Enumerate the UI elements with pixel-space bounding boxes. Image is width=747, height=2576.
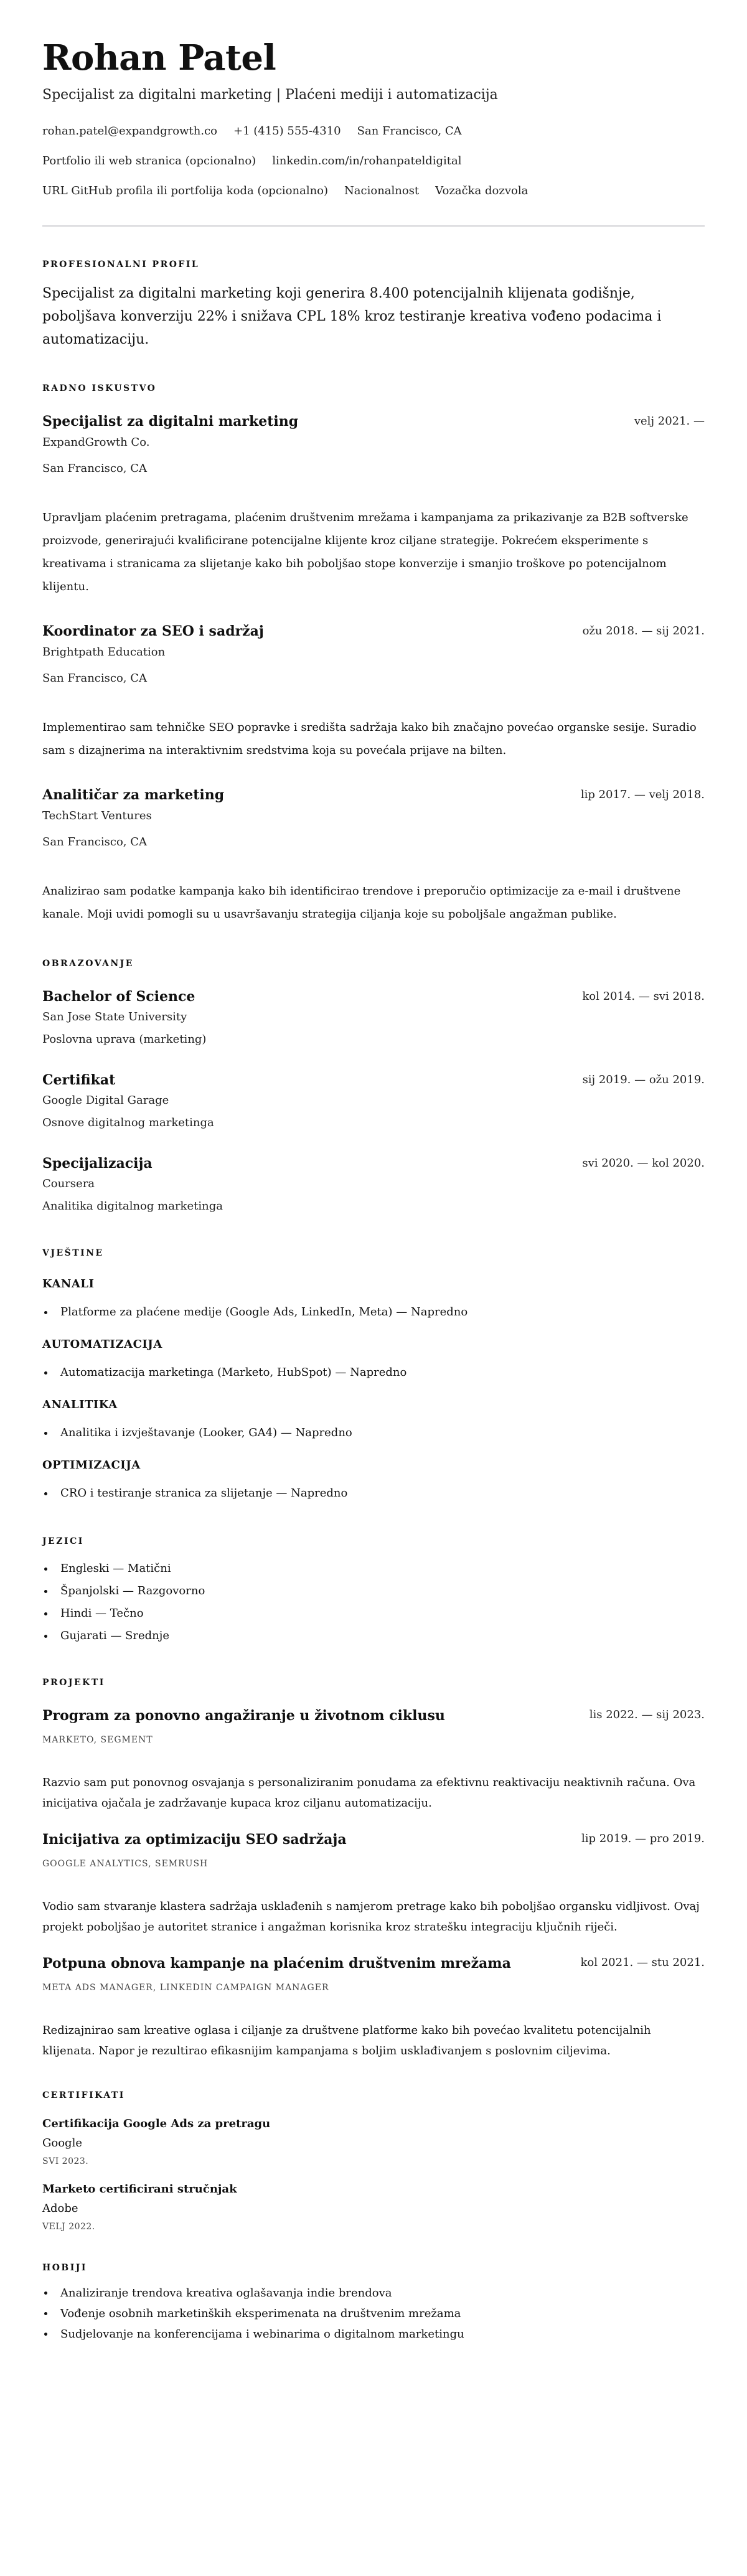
- certification-issuer: Adobe: [42, 2202, 78, 2215]
- job-title: Specijalist za digitalni marketing: [42, 413, 299, 430]
- location: San Francisco, CA: [357, 125, 462, 138]
- job-title: Koordinator za SEO i sadržaj: [42, 623, 264, 639]
- certification-date: VELJ 2022.: [42, 2222, 95, 2232]
- job-entry: [42, 786, 705, 926]
- degree: Bachelor of Science: [42, 989, 195, 1005]
- degree: Specijalizacija: [42, 1155, 153, 1172]
- project-description: Razvio sam put ponovnog osvajanja s personaliziranim ponudama za efektivnu reaktivaciju neaktivnih računa. Ova inicijativa ojačala je zadržavanje kupaca kroz ciljanu automatizaciju.: [42, 1776, 696, 1810]
- certification-issuer: Google: [42, 2136, 82, 2150]
- job-dates: ožu 2018. — sij 2021.: [582, 624, 705, 637]
- profile-section: [42, 258, 705, 351]
- skills-section: [42, 1247, 705, 1505]
- hobby-item: Vođenje osobnih marketinških eksperimenata na društvenim mrežama: [42, 2303, 705, 2324]
- company: ExpandGrowth Co.: [42, 436, 150, 449]
- github-link[interactable]: URL GitHub profila ili portfolija koda (opcionalno): [42, 184, 329, 197]
- experience-section: [42, 382, 705, 926]
- drivers-license: Vozačka dozvola: [435, 184, 529, 197]
- certification-entry: [42, 2180, 705, 2235]
- job-location: San Francisco, CA: [42, 462, 148, 475]
- education-dates: sij 2019. — ožu 2019.: [582, 1073, 705, 1086]
- field-of-study: Analitika digitalnog marketinga: [42, 1200, 223, 1213]
- school: Google Digital Garage: [42, 1094, 169, 1107]
- skill-category: AUTOMATIZACIJA: [42, 1338, 162, 1351]
- section-heading: HOBIJI: [42, 2263, 87, 2273]
- school: Coursera: [42, 1177, 95, 1190]
- candidate-name: Rohan Patel: [42, 37, 276, 78]
- project-title: Inicijativa za optimizaciju SEO sadržaja: [42, 1831, 347, 1848]
- job-description: Upravljam plaćenim pretragama, plaćenim društvenim mrežama i kampanjama za prikazivanje za B2B softverske proizvode, generirajući kvalificirane potencijalne klijente kroz ciljane strategije. Pokrećem eksperimente s kreativama i stranicama za slijetanje kako bih poboljšao stope konverzije i smanjio troškove po potencijalnom klijentu.: [42, 511, 688, 593]
- project-entry: [42, 1953, 705, 2061]
- hobby-item: Analiziranje trendova kreativa oglašavanja indie brendova: [42, 2283, 705, 2303]
- email-link[interactable]: rohan.patel@expandgrowth.co: [42, 125, 217, 138]
- section-heading: PROFESIONALNI PROFIL: [42, 260, 200, 270]
- education-entry: [42, 1071, 705, 1134]
- hobbies-section: [42, 2262, 705, 2344]
- nationality: Nacionalnost: [344, 184, 420, 197]
- language-item: Španjolski — Razgovorno: [42, 1580, 705, 1602]
- project-tools: GOOGLE ANALYTICS, SEMRUSH: [42, 1859, 209, 1869]
- field-of-study: Poslovna uprava (marketing): [42, 1033, 207, 1046]
- skill-item: CRO i testiranje stranica za slijetanje — Napredno: [42, 1482, 705, 1505]
- portfolio-link[interactable]: Portfolio ili web stranica (opcionalno): [42, 154, 256, 167]
- job-entry: [42, 412, 705, 598]
- phone: +1 (415) 555-4310: [233, 125, 341, 138]
- section-heading: VJEŠTINE: [42, 1248, 104, 1258]
- skill-category: KANALI: [42, 1277, 95, 1290]
- certification-name: Marketo certificirani stručnjak: [42, 2183, 237, 2196]
- project-title: Program za ponovno angažiranje u životnom ciklusu: [42, 1708, 445, 1724]
- skill-item: Analitika i izvještavanje (Looker, GA4) — Napredno: [42, 1422, 705, 1444]
- language-item: Gujarati — Srednje: [42, 1625, 705, 1647]
- contact-info: [42, 116, 705, 206]
- field-of-study: Osnove digitalnog marketinga: [42, 1116, 214, 1129]
- education-section: [42, 957, 705, 1218]
- certifications-section: [42, 2089, 705, 2235]
- section-heading: CERTIFIKATI: [42, 2090, 125, 2100]
- language-item: Hindi — Tečno: [42, 1602, 705, 1625]
- project-description: Redizajnirao sam kreative oglasa i ciljanje za društvene platforme kako bih povećao kvalitetu potencijalnih klijenata. Napor je rezultirao efikasnijim kampanjama s boljim usklađivanjem s poslovnim ciljevima.: [42, 2024, 651, 2057]
- certification-entry: [42, 2115, 705, 2169]
- contact-row: [42, 176, 705, 206]
- project-tools: META ADS MANAGER, LINKEDIN CAMPAIGN MANAGER: [42, 1983, 329, 1993]
- company: Brightpath Education: [42, 646, 166, 659]
- project-dates: lip 2019. — pro 2019.: [581, 1832, 705, 1845]
- project-entry: [42, 1706, 705, 1813]
- profile-summary: Specijalist za digitalni marketing koji generira 8.400 potencijalnih klijenata godišnje, poboljšava konverziju 22% i snižava CPL 18% kroz testiranje kreativa vođeno podacima i automatizaciju.: [42, 286, 662, 347]
- certification-name: Certifikacija Google Ads za pretragu: [42, 2117, 271, 2130]
- skill-item: Automatizacija marketinga (Marketo, HubSpot) — Napredno: [42, 1361, 705, 1384]
- section-heading: OBRAZOVANJE: [42, 959, 134, 969]
- job-dates: velj 2021. —: [634, 415, 705, 428]
- hobby-item: Sudjelovanje na konferencijama i webinarima o digitalnom marketingu: [42, 2324, 705, 2344]
- education-dates: kol 2014. — svi 2018.: [582, 990, 705, 1003]
- skill-category: ANALITIKA: [42, 1398, 118, 1411]
- project-tools: MARKETO, SEGMENT: [42, 1735, 153, 1745]
- skill-category: OPTIMIZACIJA: [42, 1459, 141, 1472]
- contact-row: [42, 116, 705, 146]
- divider: [42, 225, 705, 227]
- job-description: Analizirao sam podatke kampanja kako bih identificirao trendove i preporučio optimizacije za e-mail i društvene kanale. Moji uvidi pomogli su u usavršavanju strategija ciljanja koje su poboljšale angažman publike.: [42, 885, 681, 921]
- education-entry: [42, 1154, 705, 1218]
- project-dates: kol 2021. — stu 2021.: [580, 1956, 705, 1969]
- languages-section: [42, 1535, 705, 1647]
- job-entry: [42, 622, 705, 762]
- project-dates: lis 2022. — sij 2023.: [589, 1708, 705, 1721]
- skill-item: Platforme za plaćene medije (Google Ads, LinkedIn, Meta) — Napredno: [42, 1301, 705, 1323]
- company: TechStart Ventures: [42, 809, 152, 822]
- section-heading: JEZICI: [42, 1536, 84, 1546]
- job-location: San Francisco, CA: [42, 672, 148, 685]
- contact-row: [42, 146, 705, 176]
- certification-date: SVI 2023.: [42, 2156, 89, 2166]
- project-entry: [42, 1830, 705, 1937]
- section-heading: PROJEKTI: [42, 1678, 105, 1688]
- headline: Specijalist za digitalni marketing | Plaćeni mediji i automatizacija: [42, 87, 498, 103]
- projects-section: [42, 1676, 705, 2061]
- school: San Jose State University: [42, 1010, 187, 1023]
- project-description: Vodio sam stvaranje klastera sadržaja usklađenih s namjerom pretrage kako bih poboljšao organsku vidljivost. Ovaj projekt poboljšao je autoritet stranice i angažman korisnika kroz stratešku integraciju ključnih riječi.: [42, 1900, 700, 1934]
- job-title: Analitičar za marketing: [42, 787, 225, 803]
- job-dates: lip 2017. — velj 2018.: [580, 788, 705, 801]
- education-dates: svi 2020. — kol 2020.: [582, 1157, 705, 1170]
- project-title: Potpuna obnova kampanje na plaćenim društvenim mrežama: [42, 1955, 511, 1972]
- job-location: San Francisco, CA: [42, 835, 148, 848]
- language-item: Engleski — Matični: [42, 1558, 705, 1580]
- job-description: Implementirao sam tehničke SEO popravke i središta sadržaja kako bih značajno povećao organske sesije. Suradio sam s dizajnerima na interaktivnim sredstvima koja su povećala prijave na bilten.: [42, 721, 697, 757]
- linkedin-link[interactable]: linkedin.com/in/rohanpateldigital: [272, 154, 462, 167]
- degree: Certifikat: [42, 1072, 116, 1088]
- section-heading: RADNO ISKUSTVO: [42, 383, 157, 393]
- education-entry: [42, 987, 705, 1051]
